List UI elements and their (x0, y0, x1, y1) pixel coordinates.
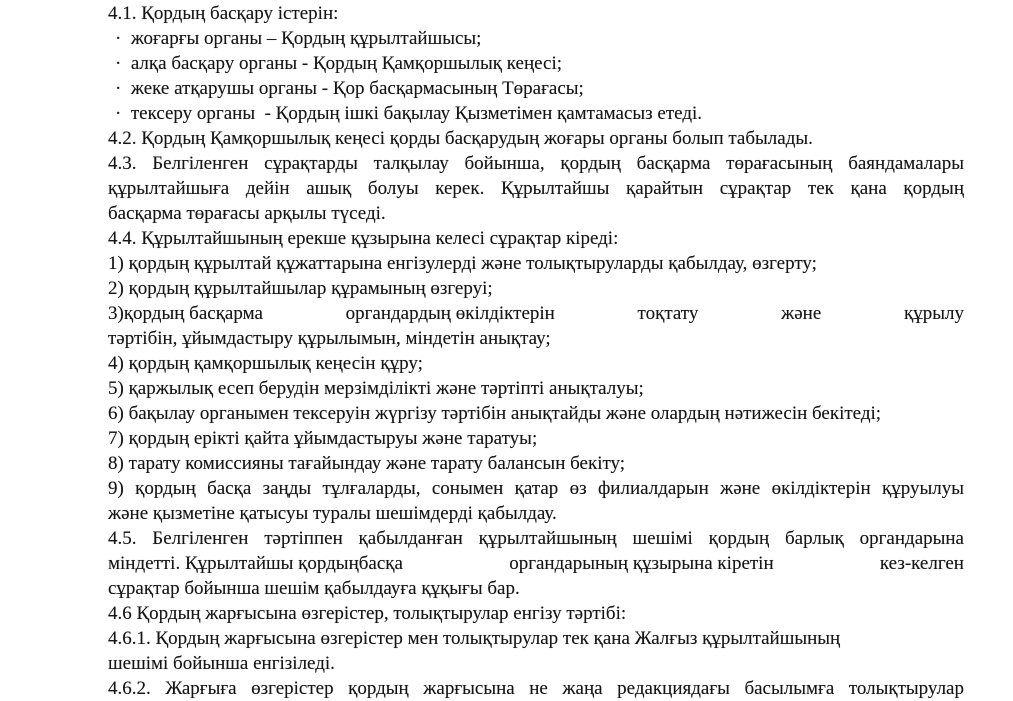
bullet-item: · жеке атқарушы органы - Қор басқармасының Төрағасы; (115, 78, 584, 99)
numbered-item-3 (108, 301, 964, 326)
paragraph-4-2: 4.2. Қордың Қамқоршылық кеңесі қорды басқарудың жоғары органы болып табылады. (108, 128, 813, 149)
paragraph-4-6-2-line: 4.6.2. Жарғыға өзгерістер қордың жарғысына не жаңа редакциядағы басылымға толықтырулар (108, 678, 964, 699)
paragraph-4-5-line (108, 551, 964, 576)
numbered-item-2: 2) қордың құрылтайшылар құрамының өзгеруі; (108, 278, 493, 299)
text-segment: міндетті. Құрылтайшы қордыңбасқа (108, 553, 403, 574)
numbered-item-3-cont: тәртібін, ұйымдастыру құрылымын, міндетін анықтау; (108, 328, 551, 349)
paragraph-4-3-line: құрылтайшыға дейін ашық болуы керек. Құрылтайшы қарайтын сұрақтар тек қана қордың (108, 178, 964, 199)
paragraph-4-6-1-line: 4.6.1. Қордың жарғысына өзгерістер мен толықтырулар тек қана Жалғыз құрылтайшының (108, 628, 841, 649)
text-segment: құрылу (903, 303, 964, 324)
numbered-item-9: 9) қордың басқа заңды тұлғаларды, сонымен қатар өз филиалдарын және өкілдіктерін құруылуы (108, 478, 964, 499)
section-heading-4-6: 4.6 Қордың жарғысына өзгерістер, толықтырулар енгізу тәртібі: (108, 603, 627, 624)
paragraph-4-5-line: сұрақтар бойынша шешім қабылдауға құқығы бар. (108, 578, 520, 599)
paragraph-4-3-line: 4.3. Белгіленген сұрақтарды талқылау бойынша, қордың басқарма төрағасының баяндамалары (108, 153, 964, 174)
numbered-item-4: 4) қордың қамқоршылық кеңесін құру; (108, 353, 423, 374)
bullet-item: · алқа басқару органы - Қордың Қамқоршылық кеңесі; (115, 53, 563, 74)
numbered-item-6: 6) бақылау органымен тексеруін жүргізу тәртібін анықтайды және олардың нәтижесін бекітеді; (108, 403, 882, 424)
numbered-item-9-cont: және қызметіне қатысуы туралы шешімдерді қабылдау. (108, 503, 557, 524)
text-segment: органдардың өкілдіктерін (345, 303, 555, 324)
paragraph-4-6-1-line: шешімі бойынша енгізіледі. (108, 653, 335, 674)
bullet-item: · тексеру органы - Қордың ішкі бақылау Қызметімен қамтамасыз етеді. (115, 103, 703, 124)
text-segment: кез-келген (879, 553, 964, 574)
numbered-item-5: 5) қаржылық есеп берудін мерзімділікті және тәртіпті анықталуы; (108, 378, 644, 399)
bullet-item: · жоғарғы органы – Қордың құрылтайшысы; (115, 28, 482, 49)
section-heading-4-1: 4.1. Қордың басқару істерін: (108, 3, 339, 24)
numbered-item-7: 7) қордың ерікті қайта ұйымдастыруы және таратуы; (108, 428, 538, 449)
paragraph-4-3-line: басқарма төрағасы арқылы түседі. (108, 203, 386, 224)
text-segment: тоқтату (637, 303, 699, 324)
section-heading-4-4: 4.4. Құрылтайшының ерекше құзырына келесі сұрақтар кіреді: (108, 228, 619, 249)
text-segment: және (781, 303, 822, 324)
paragraph-4-5-line: 4.5. Белгіленген тәртіппен қабылданған құрылтайшының шешімі қордың барлық органдарына (108, 528, 964, 549)
text-segment: органдарының құзырына кіретін (509, 553, 774, 574)
numbered-item-8: 8) тарату комиссияны тағайындау және тарату балансын бекіту; (108, 453, 626, 474)
numbered-item-1: 1) қордың құрылтай құжаттарына енгізулерді және толықтыруларды қабылдау, өзгерту; (108, 253, 817, 274)
text-segment: 3)қордың басқарма (108, 303, 263, 324)
document-page (108, 1, 964, 701)
